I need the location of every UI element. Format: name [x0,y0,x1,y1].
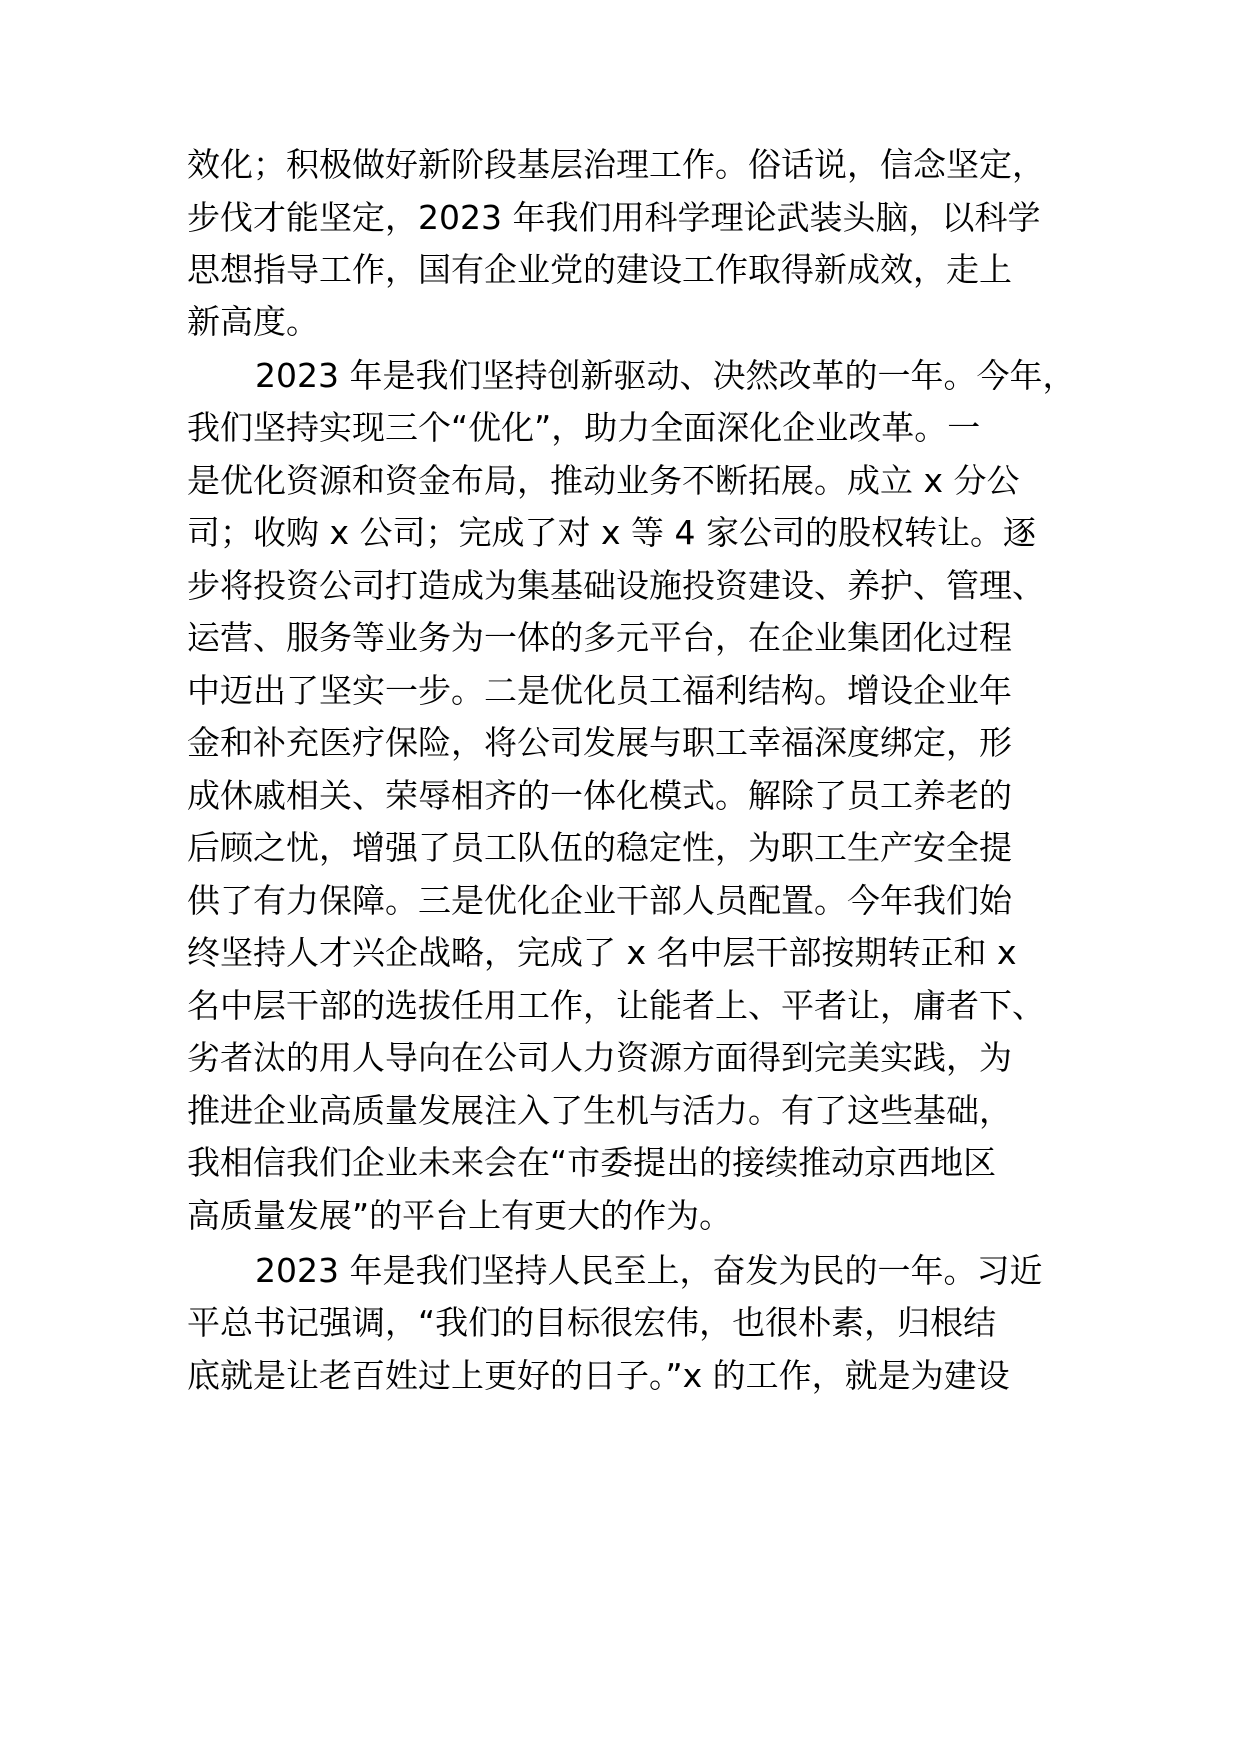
text-line: 金和补充医疗保险，将公司发展与职工幸福深度绑定，形 [187,723,1012,762]
text-line: 供了有力保障。三是优化企业干部人员配置。今年我们始 [187,881,1012,920]
text-line: 高质量发展”的平台上有更大的作为。 [187,1196,733,1235]
text-line: 步伐才能坚定，2023 年我们用科学理论武装头脑，以科学 [187,198,1041,237]
text-line: 中迈出了坚实一步。二是优化员工福利结构。增设企业年 [187,671,1012,710]
text-line: 名中层干部的选拔任用工作，让能者上、平者让，庸者下、 [187,986,1045,1025]
paragraph-first-line: 2023 年是我们坚持创新驱动、决然改革的一年。今年， [255,356,1076,395]
text-line: 终坚持人才兴企战略，完成了 x 名中层干部按期转正和 x [187,933,1017,972]
text-line: 成休戚相关、荣辱相齐的一体化模式。解除了员工养老的 [187,776,1012,815]
text-line: 底就是让老百姓过上更好的日子。”x 的工作，就是为建设 [187,1356,1010,1395]
text-line: 劣者汰的用人导向在公司人力资源方面得到完美实践，为 [187,1038,1012,1077]
text-line: 司；收购 x 公司；完成了对 x 等 4 家公司的股权转让。逐 [187,513,1036,552]
text-line: 我们坚持实现三个“优化”，助力全面深化企业改革。一 [187,408,981,447]
text-line: 运营、服务等业务为一体的多元平台，在企业集团化过程 [187,618,1012,657]
text-line: 平总书记强调，“我们的目标很宏伟，也很朴素，归根结 [187,1303,997,1342]
paragraph-first-line: 2023 年是我们坚持人民至上，奋发为民的一年。习近 [255,1251,1043,1290]
text-line: 是优化资源和资金布局，推动业务不断拓展。成立 x 分公 [187,461,1020,500]
text-line: 新高度。 [187,302,319,341]
text-line: 效化；积极做好新阶段基层治理工作。俗话说，信念坚定， [187,145,1045,184]
text-line: 我相信我们企业未来会在“市委提出的接续推动京西地区 [187,1143,997,1182]
text-line: 思想指导工作，国有企业党的建设工作取得新成效，走上 [187,250,1012,289]
text-line: 推进企业高质量发展注入了生机与活力。有了这些基础， [187,1091,1012,1130]
text-line: 步将投资公司打造成为集基础设施投资建设、养护、管理、 [187,566,1045,605]
text-line: 后顾之忧，增强了员工队伍的稳定性，为职工生产安全提 [187,828,1012,867]
